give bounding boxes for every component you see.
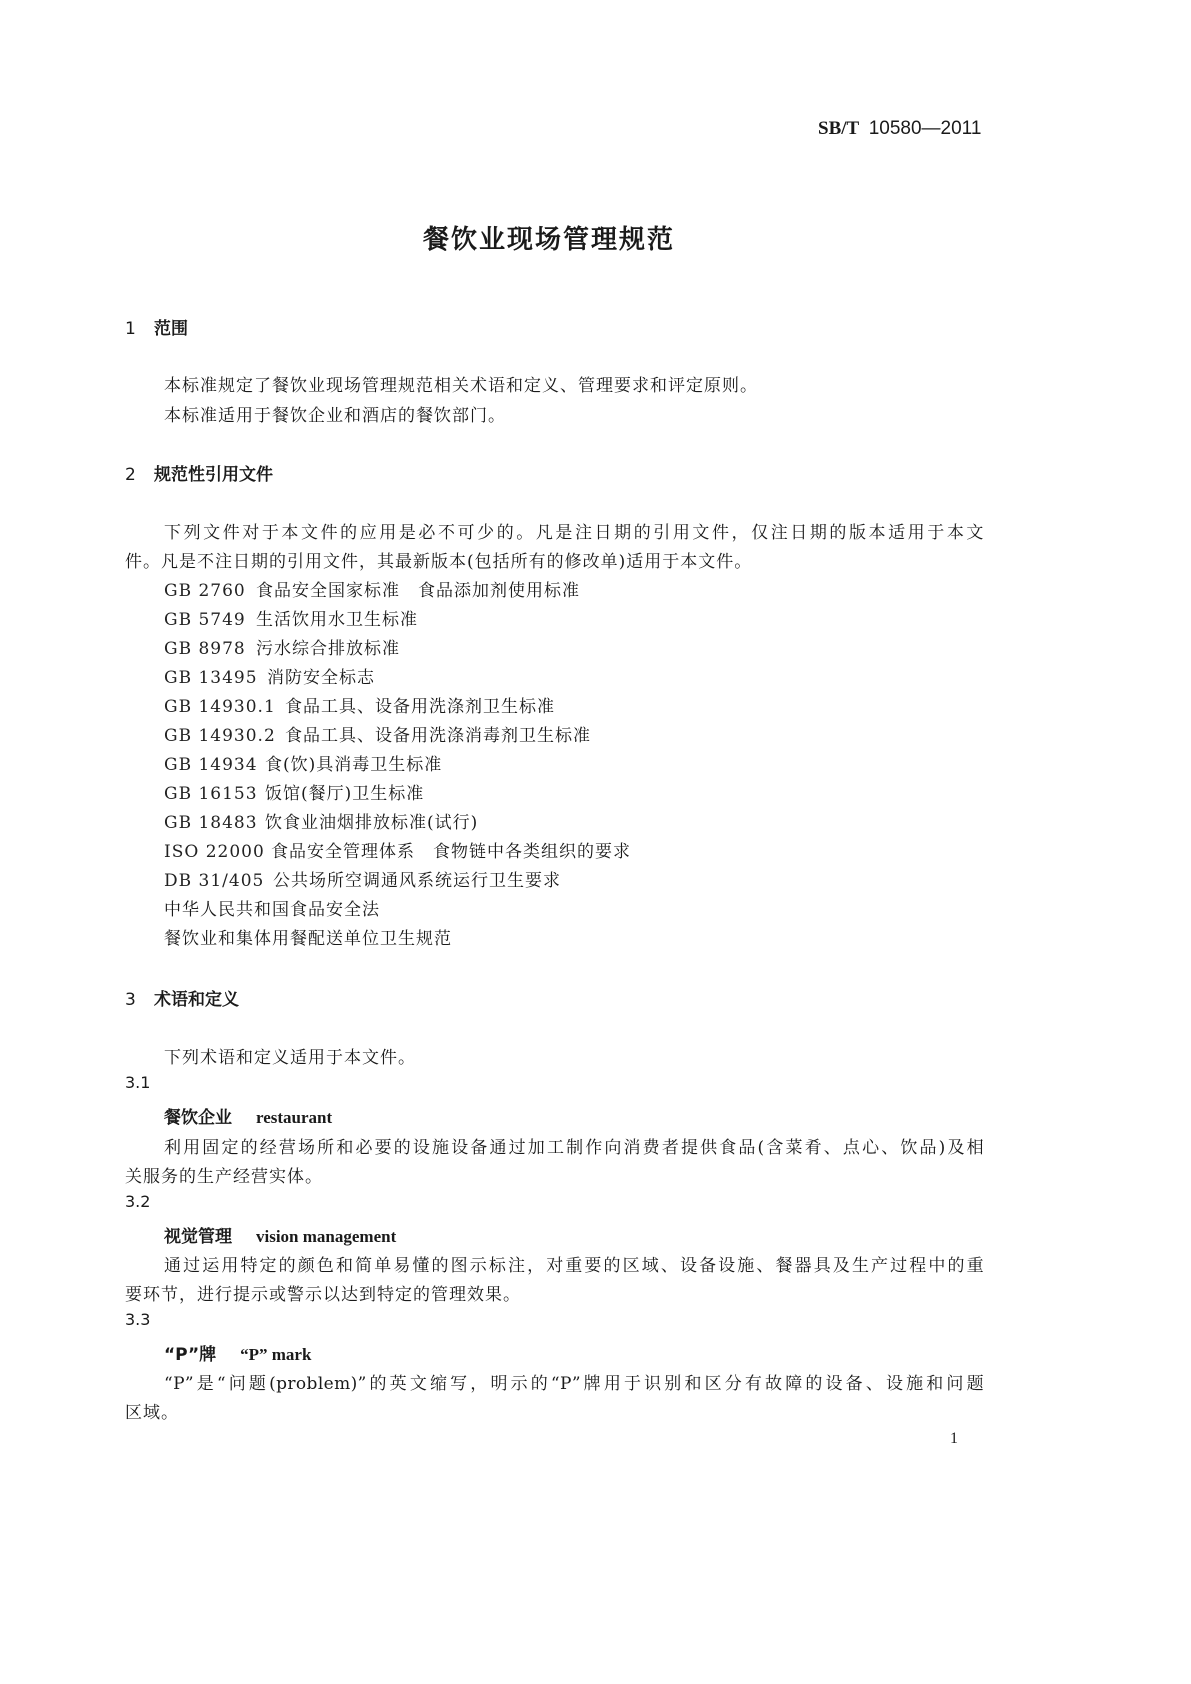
standard-number: 10580—2011 — [868, 118, 982, 139]
term-number: 3.2 — [125, 1192, 151, 1211]
term-en: restaurant — [256, 1108, 333, 1127]
reference-item — [164, 837, 631, 862]
reference-item — [164, 924, 452, 949]
reference-code: GB 14930.2 — [164, 726, 276, 746]
term-number: 3.3 — [125, 1310, 151, 1329]
reference-title: 食品工具、设备用洗涤剂卫生标准 — [285, 697, 555, 717]
reference-item — [164, 808, 478, 833]
term-en: “P” mark — [240, 1345, 312, 1364]
normative-intro-line-1: 下列文件对于本文件的应用是必不可少的。凡是注日期的引用文件，仅注日期的版本适用于本文 — [164, 523, 984, 543]
reference-item — [164, 721, 591, 746]
term-definition-line-2: 关服务的生产经营实体。 — [125, 1167, 323, 1187]
reference-code: DB 31/405 — [164, 871, 265, 891]
term-number: 3.1 — [125, 1073, 151, 1092]
reference-title: 餐饮业和集体用餐配送单位卫生规范 — [164, 929, 452, 949]
reference-code: GB 2760 — [164, 581, 246, 601]
term-heading — [164, 1340, 311, 1365]
reference-title: 污水综合排放标准 — [256, 639, 400, 659]
term-definition-line-1: 利用固定的经营场所和必要的设施设备通过加工制作向消费者提供食品(含菜肴、点心、饮品)及相 — [164, 1138, 984, 1158]
term-heading — [164, 1222, 396, 1247]
section-heading-1 — [125, 314, 188, 339]
section-number: 2 — [125, 465, 136, 485]
reference-code: GB 18483 — [164, 813, 258, 833]
reference-title: 饮食业油烟排放标准(试行) — [265, 813, 479, 833]
reference-item — [164, 692, 555, 717]
reference-code: ISO 22000 — [164, 842, 265, 862]
reference-title: 食品工具、设备用洗涤消毒剂卫生标准 — [285, 726, 591, 746]
reference-code: GB 14930.1 — [164, 697, 276, 717]
section-title: 规范性引用文件 — [154, 465, 273, 485]
reference-title: 消防安全标志 — [267, 668, 375, 688]
term-zh: “P”牌 — [164, 1345, 217, 1365]
scope-paragraph-2: 本标准适用于餐饮企业和酒店的餐饮部门。 — [164, 406, 506, 426]
reference-title: 食品安全管理体系 食物链中各类组织的要求 — [271, 842, 631, 862]
term-definition-line-1: “P”是“问题(problem)”的英文缩写，明示的“P”牌用于识别和区分有故障的设备、设施和问题 — [164, 1374, 984, 1394]
reference-title: 公共场所空调通风系统运行卫生要求 — [273, 871, 561, 891]
reference-title: 生活饮用水卫生标准 — [256, 610, 418, 630]
standard-prefix: SB/T — [818, 118, 860, 139]
reference-code: GB 5749 — [164, 610, 246, 630]
term-zh: 视觉管理 — [164, 1227, 232, 1247]
section-number: 3 — [125, 990, 136, 1010]
reference-title: 饭馆(餐厅)卫生标准 — [265, 784, 425, 804]
page-number: 1 — [950, 1430, 958, 1447]
reference-item — [164, 895, 380, 920]
reference-item — [164, 663, 375, 688]
term-heading — [164, 1103, 332, 1128]
section-heading-3 — [125, 985, 239, 1010]
reference-item — [164, 779, 424, 804]
reference-code: GB 8978 — [164, 639, 246, 659]
term-zh: 餐饮企业 — [164, 1108, 232, 1128]
reference-title: 食品安全国家标准 食品添加剂使用标准 — [256, 581, 580, 601]
term-definition-line-2: 区域。 — [125, 1403, 179, 1423]
reference-title: 中华人民共和国食品安全法 — [164, 900, 380, 920]
section-heading-2 — [125, 460, 273, 485]
document-title: 餐饮业现场管理规范 — [423, 225, 676, 255]
reference-item — [164, 634, 400, 659]
section-title: 范围 — [154, 319, 188, 339]
reference-code: GB 16153 — [164, 784, 258, 804]
reference-item — [164, 605, 418, 630]
reference-item — [164, 576, 580, 601]
section-number: 1 — [125, 319, 136, 339]
reference-code: GB 13495 — [164, 668, 258, 688]
section-title: 术语和定义 — [154, 990, 239, 1010]
standard-code — [818, 118, 981, 140]
terms-intro: 下列术语和定义适用于本文件。 — [164, 1048, 416, 1068]
reference-item — [164, 866, 561, 891]
normative-intro-line-2: 件。凡是不注日期的引用文件，其最新版本(包括所有的修改单)适用于本文件。 — [125, 552, 753, 572]
reference-item — [164, 750, 442, 775]
reference-code: GB 14934 — [164, 755, 258, 775]
scope-paragraph-1: 本标准规定了餐饮业现场管理规范相关术语和定义、管理要求和评定原则。 — [164, 376, 758, 396]
reference-title: 食(饮)具消毒卫生标准 — [265, 755, 443, 775]
term-definition-line-1: 通过运用特定的颜色和简单易懂的图示标注，对重要的区域、设备设施、餐器具及生产过程中的重 — [164, 1256, 984, 1276]
term-definition-line-2: 要环节，进行提示或警示以达到特定的管理效果。 — [125, 1285, 521, 1305]
term-en: vision management — [256, 1227, 397, 1246]
